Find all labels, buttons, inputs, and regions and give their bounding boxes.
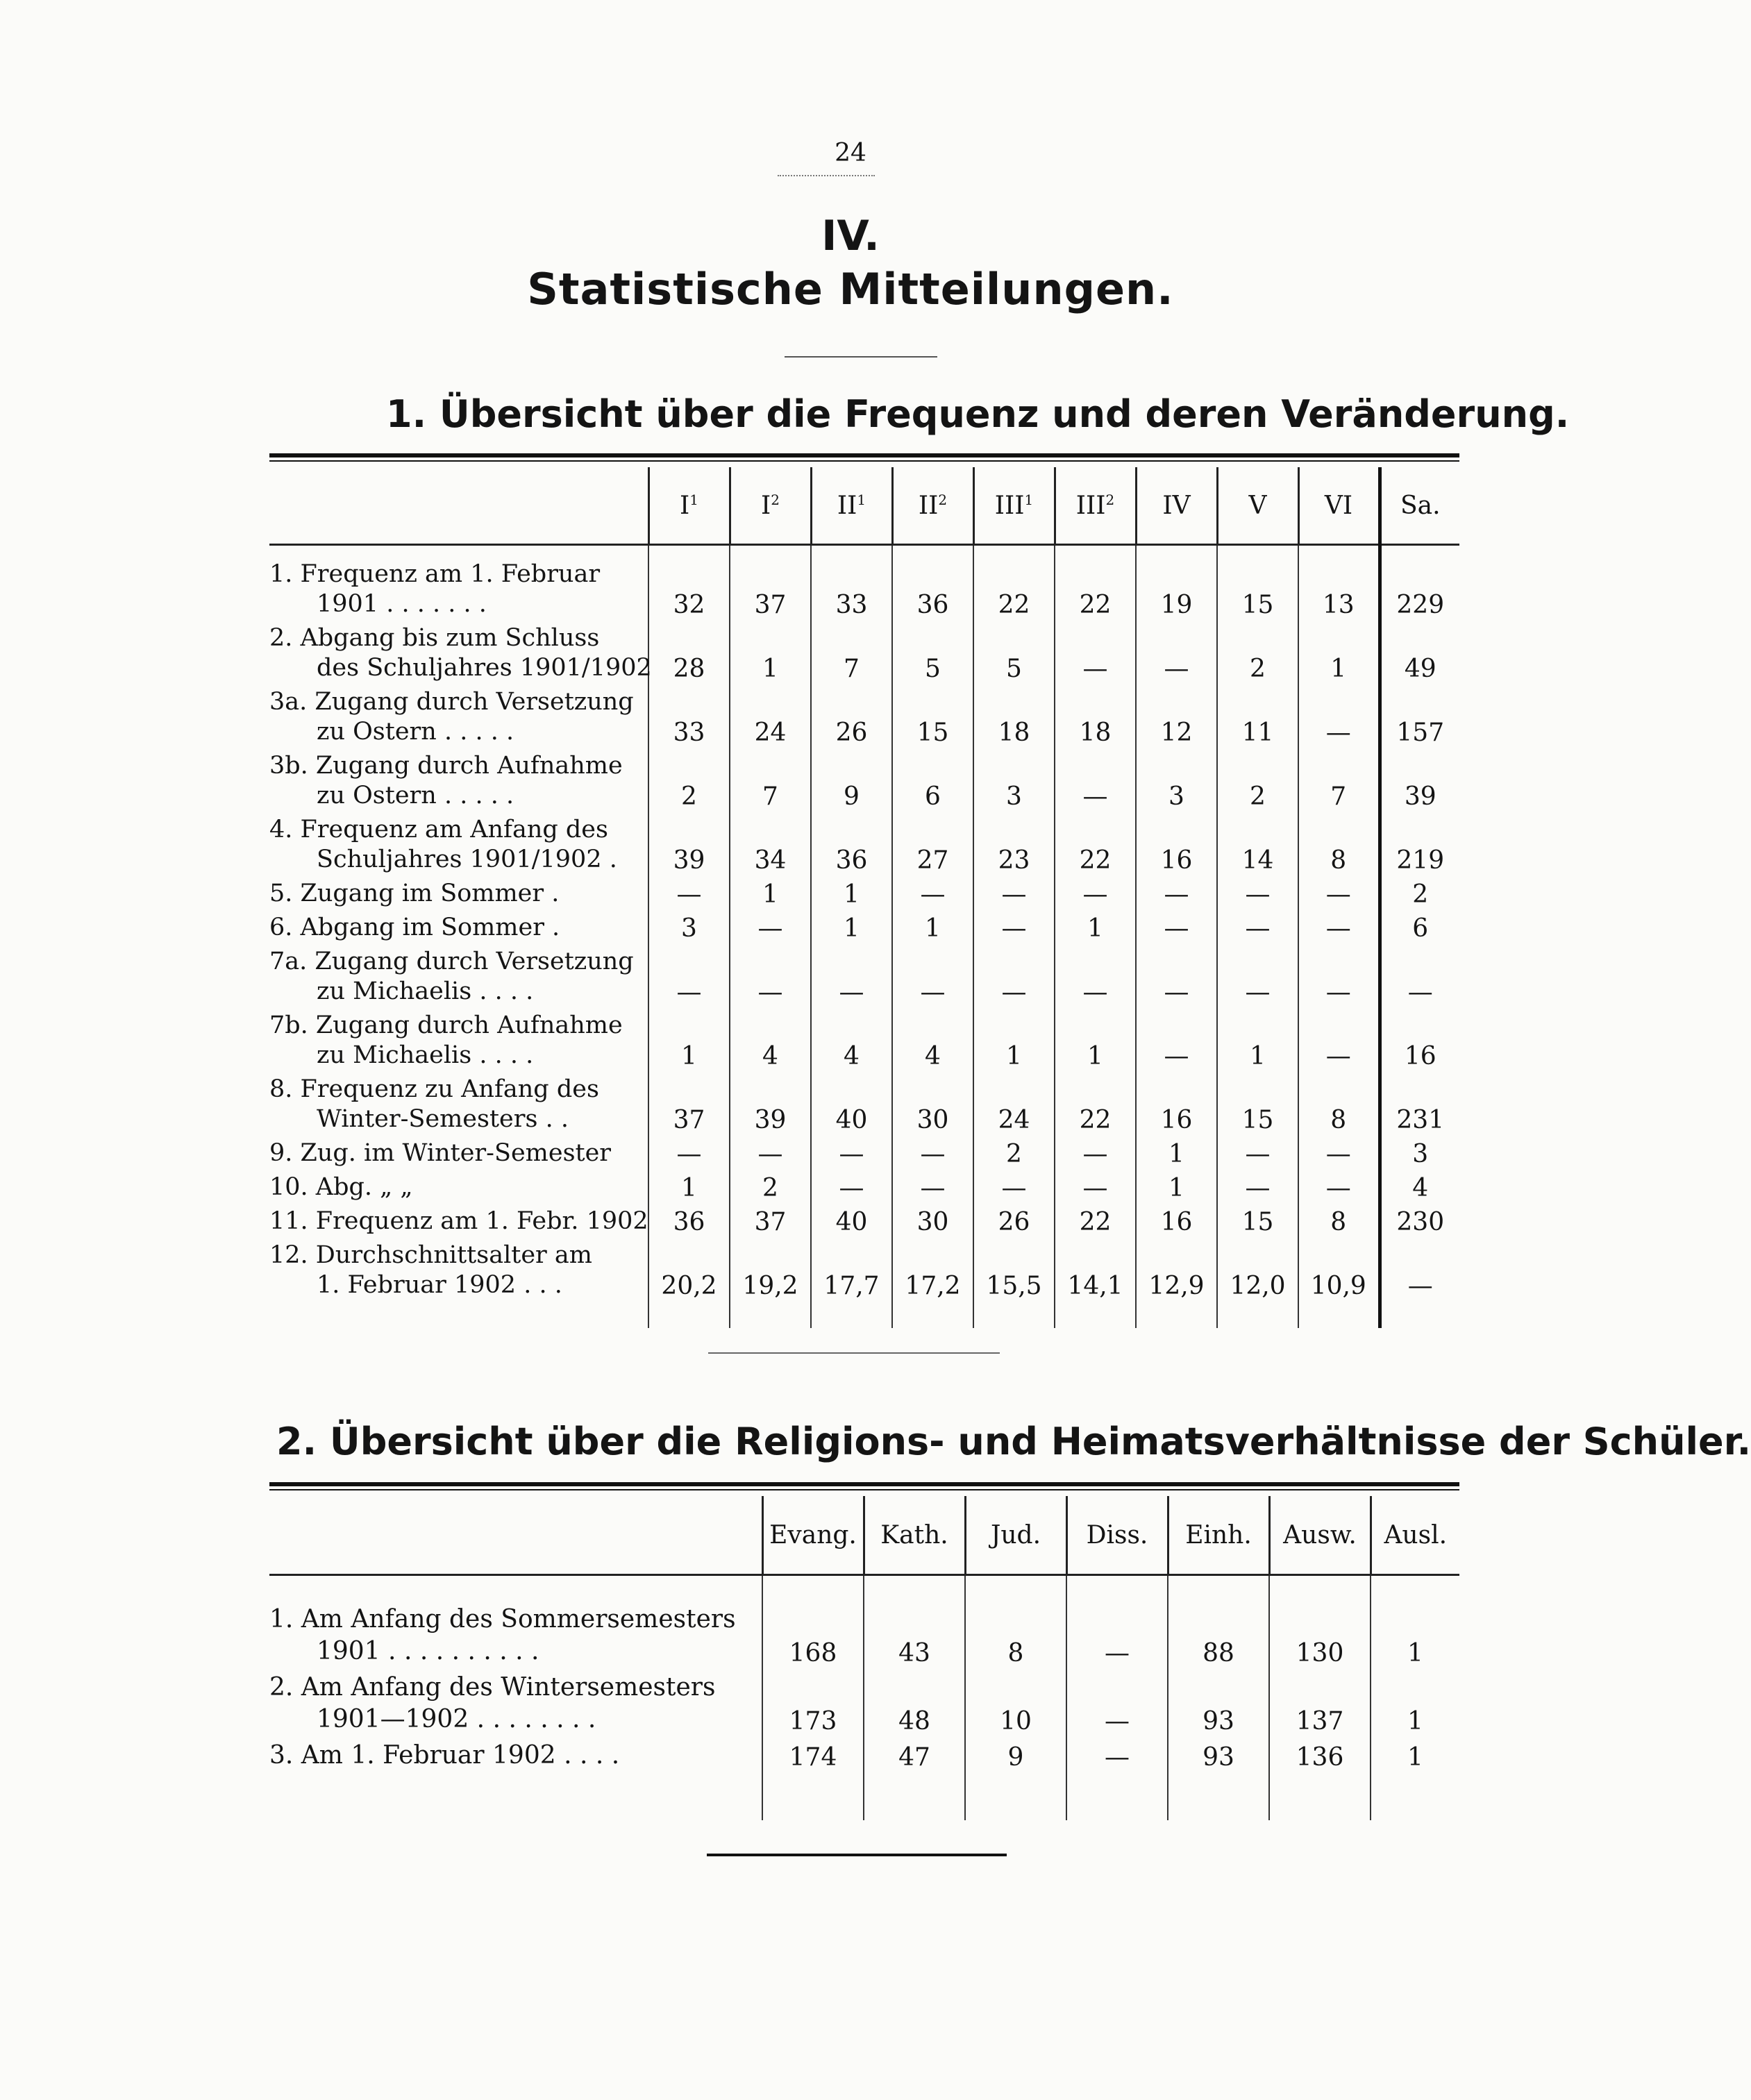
table-cell: 40: [811, 1207, 892, 1241]
table-cell: 9: [811, 751, 892, 815]
col-header-sup: 1: [1024, 491, 1034, 508]
table-cell: 2: [1217, 751, 1298, 815]
end-rule: [707, 1854, 1007, 1856]
table-cell: 6: [1380, 913, 1459, 947]
col-header-sup: 1: [689, 491, 698, 508]
table2-col-header: Evang.: [762, 1496, 864, 1575]
col-header-sup: 2: [771, 491, 780, 508]
table-cell: 8: [1298, 1207, 1380, 1241]
table-cell: 30: [892, 1075, 973, 1139]
col-header-base: I: [680, 491, 690, 520]
table-row: [269, 1740, 1459, 1820]
col-header-sup: 2: [1105, 491, 1115, 508]
table-cell: 3: [648, 913, 730, 947]
col-header-base: II: [837, 491, 857, 520]
table-cell: —: [811, 1139, 892, 1173]
table1-col-header: [730, 467, 811, 545]
table-cell: —: [1217, 947, 1298, 1011]
table-cell: 22: [1055, 1075, 1136, 1139]
table-cell: 33: [648, 687, 730, 751]
table-cell: —: [1055, 751, 1136, 815]
table-cell: 18: [1055, 687, 1136, 751]
row-label-line1: 8. Frequenz zu Anfang des: [269, 1075, 599, 1103]
table1-col-header: [811, 467, 892, 545]
table-cell: 88: [1168, 1575, 1269, 1672]
table-cell: —: [1298, 1011, 1380, 1075]
table-cell: —: [1055, 1139, 1136, 1173]
table-cell: 1: [1371, 1740, 1459, 1820]
section-title: Statistische Mitteilungen.: [527, 264, 1174, 314]
table-cell: 16: [1136, 1075, 1217, 1139]
table1-header-row: [269, 467, 1459, 545]
table-cell: 22: [1055, 545, 1136, 624]
table-cell: 19: [1136, 545, 1217, 624]
title-divider: [785, 356, 937, 358]
table2-corner: [269, 1496, 762, 1575]
table-cell: 30: [892, 1207, 973, 1241]
table2-heading: 2. Übersicht über die Religions- und Heimatsverhältnisse der Schüler.: [276, 1420, 1751, 1463]
table-cell: 19,2: [730, 1241, 811, 1328]
table-cell: 168: [762, 1575, 864, 1672]
table-cell: 14: [1217, 815, 1298, 879]
table-cell: —: [973, 1173, 1055, 1207]
table-cell: 229: [1380, 545, 1459, 624]
table-cell: —: [973, 879, 1055, 913]
table-row: [269, 623, 1459, 687]
table-cell: 15,5: [973, 1241, 1055, 1328]
row-label: [269, 1075, 648, 1139]
section-number: IV.: [821, 212, 880, 260]
table-cell: 3: [1380, 1139, 1459, 1173]
row-label: [269, 687, 648, 751]
row-label: [269, 1740, 762, 1820]
page-number: 24: [835, 139, 866, 167]
table-cell: —: [1298, 879, 1380, 913]
table-cell: 231: [1380, 1075, 1459, 1139]
row-label: [269, 815, 648, 879]
table-cell: 1: [1217, 1011, 1298, 1075]
row-label-line1: 12. Durchschnittsalter am: [269, 1241, 592, 1269]
table-cell: 5: [892, 623, 973, 687]
table-cell: 7: [1298, 751, 1380, 815]
table-cell: 1: [973, 1011, 1055, 1075]
table-cell: 24: [973, 1075, 1055, 1139]
table-cell: 1: [1136, 1173, 1217, 1207]
row-label-line2: Schuljahres 1901/1902 .: [317, 846, 617, 873]
col-header-base: III: [1075, 491, 1106, 520]
table1-col-header: [892, 467, 973, 545]
table-cell: —: [1136, 947, 1217, 1011]
page-number-dots: [778, 175, 875, 176]
table-cell: 12,9: [1136, 1241, 1217, 1328]
table-row: [269, 1241, 1459, 1328]
table-cell: 7: [730, 751, 811, 815]
table-cell: 15: [1217, 545, 1298, 624]
table-cell: 16: [1136, 815, 1217, 879]
table1-top-rule-thin: [269, 460, 1459, 462]
table-cell: 36: [648, 1207, 730, 1241]
row-label-line2: 1901 . . . . . . . . . .: [317, 1637, 539, 1665]
row-label: [269, 1139, 648, 1173]
table-cell: —: [1217, 879, 1298, 913]
row-label: [269, 1241, 648, 1328]
table1-col-header: [1136, 467, 1217, 545]
table-cell: 4: [811, 1011, 892, 1075]
table-row: [269, 687, 1459, 751]
table-cell: 8: [965, 1575, 1066, 1672]
table-cell: 43: [864, 1575, 965, 1672]
table-cell: —: [1136, 879, 1217, 913]
table2-top-rule-thin: [269, 1489, 1459, 1490]
table-cell: 3: [973, 751, 1055, 815]
table-cell: 1: [1298, 623, 1380, 687]
row-label-line1: 2. Am Anfang des Wintersemesters: [269, 1673, 716, 1702]
table-row: [269, 879, 1459, 913]
row-label-line2: des Schuljahres 1901/1902: [317, 654, 652, 682]
table-cell: 8: [1298, 1075, 1380, 1139]
table-cell: 48: [864, 1672, 965, 1740]
table-row: [269, 1075, 1459, 1139]
table-cell: 5: [973, 623, 1055, 687]
table-cell: 33: [811, 545, 892, 624]
table-cell: —: [892, 879, 973, 913]
table2-col-header: Jud.: [965, 1496, 1066, 1575]
table-cell: —: [892, 1139, 973, 1173]
table-cell: 1: [730, 879, 811, 913]
table-cell: —: [648, 947, 730, 1011]
row-label-line2: Winter-Semesters . .: [317, 1105, 569, 1133]
table-cell: —: [1217, 913, 1298, 947]
table-cell: 13: [1298, 545, 1380, 624]
row-label-line1: 10. Abg. „ „: [269, 1173, 413, 1201]
table2-col-header: Ausw.: [1269, 1496, 1371, 1575]
table-cell: 24: [730, 687, 811, 751]
table-cell: 4: [892, 1011, 973, 1075]
table-cell: —: [1066, 1672, 1168, 1740]
section-divider: [708, 1352, 1000, 1354]
table-row: [269, 947, 1459, 1011]
col-header-base: III: [994, 491, 1025, 520]
col-header-base: Sa.: [1400, 491, 1441, 520]
row-label-line1: 5. Zugang im Sommer .: [269, 880, 560, 907]
row-label-line1: 3b. Zugang durch Aufnahme: [269, 752, 623, 780]
col-header-sup: 1: [857, 491, 866, 508]
row-label: [269, 1011, 648, 1075]
table-cell: —: [973, 947, 1055, 1011]
col-header-base: II: [918, 491, 939, 520]
table-cell: 1: [811, 879, 892, 913]
col-header-base: IV: [1162, 491, 1191, 520]
table-cell: —: [1380, 947, 1459, 1011]
table-cell: —: [811, 947, 892, 1011]
row-label-line2: 1901 . . . . . . .: [317, 590, 487, 618]
table-cell: 16: [1380, 1011, 1459, 1075]
row-label: [269, 751, 648, 815]
table-cell: 40: [811, 1075, 892, 1139]
table-cell: 1: [648, 1011, 730, 1075]
col-header-base: VI: [1324, 491, 1353, 520]
table-cell: 37: [730, 545, 811, 624]
table-cell: 130: [1269, 1575, 1371, 1672]
table-cell: 219: [1380, 815, 1459, 879]
table-cell: 39: [648, 815, 730, 879]
table-cell: —: [648, 1139, 730, 1173]
table1-heading: 1. Übersicht über die Frequenz und deren Veränderung.: [386, 392, 1570, 436]
table-cell: —: [730, 1139, 811, 1173]
table-row: [269, 1139, 1459, 1173]
table-cell: —: [1066, 1740, 1168, 1820]
table2-col-header: Kath.: [864, 1496, 965, 1575]
table-cell: —: [1055, 1173, 1136, 1207]
table-cell: 23: [973, 815, 1055, 879]
table-row: [269, 545, 1459, 624]
table-cell: 1: [1055, 913, 1136, 947]
table-cell: —: [892, 1173, 973, 1207]
table-cell: 26: [811, 687, 892, 751]
table-cell: 2: [648, 751, 730, 815]
table1-top-rule-thick: [269, 453, 1459, 457]
row-label: [269, 1672, 762, 1740]
table-cell: 39: [1380, 751, 1459, 815]
row-label-line1: 3. Am 1. Februar 1902 . . . .: [269, 1741, 620, 1770]
table1-col-header: [648, 467, 730, 545]
table-cell: —: [730, 913, 811, 947]
row-label: [269, 947, 648, 1011]
table-cell: —: [648, 879, 730, 913]
table-cell: 1: [1371, 1672, 1459, 1740]
table-cell: —: [730, 947, 811, 1011]
table-cell: 18: [973, 687, 1055, 751]
table-cell: —: [1298, 913, 1380, 947]
table-cell: 32: [648, 545, 730, 624]
table-cell: 36: [892, 545, 973, 624]
table-cell: 27: [892, 815, 973, 879]
table-cell: 22: [1055, 815, 1136, 879]
table-cell: 37: [648, 1075, 730, 1139]
table-row: [269, 1207, 1459, 1241]
table-cell: 47: [864, 1740, 965, 1820]
table-cell: 10,9: [1298, 1241, 1380, 1328]
table-cell: 22: [1055, 1207, 1136, 1241]
row-label-line1: 9. Zug. im Winter-Semester: [269, 1139, 612, 1167]
table-cell: 1: [1371, 1575, 1459, 1672]
table-cell: 1: [892, 913, 973, 947]
row-label-line2: zu Michaelis . . . .: [317, 977, 534, 1005]
row-label-line1: 7b. Zugang durch Aufnahme: [269, 1011, 623, 1039]
table-cell: 10: [965, 1672, 1066, 1740]
table-cell: —: [1136, 623, 1217, 687]
table1-corner: [269, 467, 648, 545]
table-cell: 6: [892, 751, 973, 815]
row-label: [269, 623, 652, 687]
table-cell: —: [1298, 1139, 1380, 1173]
row-label-line2: 1901—1902 . . . . . . . .: [317, 1705, 596, 1733]
row-label: [269, 545, 648, 624]
table-cell: —: [811, 1173, 892, 1207]
table-cell: 2: [730, 1173, 811, 1207]
table-row: [269, 1672, 1459, 1740]
table-cell: —: [1217, 1139, 1298, 1173]
table-cell: 14,1: [1055, 1241, 1136, 1328]
row-label-line1: 6. Abgang im Sommer .: [269, 914, 560, 941]
table-cell: 34: [730, 815, 811, 879]
table-cell: —: [1055, 879, 1136, 913]
table-cell: 1: [811, 913, 892, 947]
row-label: [269, 1575, 762, 1672]
table-cell: 3: [1136, 751, 1217, 815]
table-cell: —: [1136, 913, 1217, 947]
row-label-line1: 3a. Zugang durch Versetzung: [269, 688, 634, 716]
table-row: [269, 1011, 1459, 1075]
table-cell: 20,2: [648, 1241, 730, 1328]
table-cell: —: [1298, 687, 1380, 751]
table-cell: 15: [1217, 1075, 1298, 1139]
table-cell: 9: [965, 1740, 1066, 1820]
table2-top-rule-thick: [269, 1482, 1459, 1486]
table-cell: 93: [1168, 1672, 1269, 1740]
table-cell: 15: [892, 687, 973, 751]
row-label-line1: 2. Abgang bis zum Schluss: [269, 624, 600, 652]
table-cell: 2: [973, 1139, 1055, 1173]
table-cell: 4: [730, 1011, 811, 1075]
table-cell: 137: [1269, 1672, 1371, 1740]
row-label-line1: 1. Am Anfang des Sommersemesters: [269, 1605, 736, 1633]
table-cell: —: [1066, 1575, 1168, 1672]
table-cell: 16: [1136, 1207, 1217, 1241]
row-label-line2: zu Ostern . . . . .: [317, 782, 514, 809]
table-cell: 12,0: [1217, 1241, 1298, 1328]
table1-col-header: [1217, 467, 1298, 545]
table-cell: 2: [1380, 879, 1459, 913]
table-cell: 8: [1298, 815, 1380, 879]
table-cell: 37: [730, 1207, 811, 1241]
table-cell: 1: [648, 1173, 730, 1207]
table-cell: 11: [1217, 687, 1298, 751]
table-cell: 49: [1380, 623, 1459, 687]
row-label-line1: 4. Frequenz am Anfang des: [269, 816, 608, 843]
row-label: [269, 1173, 648, 1207]
table1-col-header: [1298, 467, 1380, 545]
row-label: [269, 1207, 648, 1241]
table-row: [269, 1173, 1459, 1207]
table-cell: 17,7: [811, 1241, 892, 1328]
col-header-sup: 2: [938, 491, 948, 508]
table-cell: —: [1055, 947, 1136, 1011]
frequency-table: [269, 467, 1459, 1328]
table-cell: 157: [1380, 687, 1459, 751]
table-cell: —: [1136, 1011, 1217, 1075]
table2-col-header: Ausl.: [1371, 1496, 1459, 1575]
table-row: [269, 1575, 1459, 1672]
table-cell: 173: [762, 1672, 864, 1740]
table-row: [269, 751, 1459, 815]
row-label-line1: 11. Frequenz am 1. Febr. 1902: [269, 1207, 648, 1235]
table-cell: 28: [648, 623, 730, 687]
table-cell: 1: [1055, 1011, 1136, 1075]
table-cell: 93: [1168, 1740, 1269, 1820]
table-cell: —: [1380, 1241, 1459, 1328]
row-label-line1: 7a. Zugang durch Versetzung: [269, 948, 634, 975]
table-row: [269, 815, 1459, 879]
table1-col-header: [1380, 467, 1459, 545]
table-row: [269, 913, 1459, 947]
table-cell: 26: [973, 1207, 1055, 1241]
row-label: [269, 913, 648, 947]
table-cell: 39: [730, 1075, 811, 1139]
table-cell: 1: [730, 623, 811, 687]
table-cell: 4: [1380, 1173, 1459, 1207]
table-cell: 22: [973, 545, 1055, 624]
table-cell: 15: [1217, 1207, 1298, 1241]
table2-col-header: Diss.: [1066, 1496, 1168, 1575]
table-cell: —: [1055, 623, 1136, 687]
row-label-line2: 1. Februar 1902 . . .: [317, 1271, 562, 1299]
row-label-line2: zu Michaelis . . . .: [317, 1041, 534, 1069]
table2-col-header: Einh.: [1168, 1496, 1269, 1575]
table2-header-row: [269, 1496, 1459, 1575]
table1-col-header: [973, 467, 1055, 545]
col-header-base: I: [761, 491, 771, 520]
table-cell: 1: [1136, 1139, 1217, 1173]
table-cell: 136: [1269, 1740, 1371, 1820]
col-header-base: V: [1248, 491, 1267, 520]
table1-col-header: [1055, 467, 1136, 545]
row-label-line2: zu Ostern . . . . .: [317, 718, 514, 746]
table-cell: 36: [811, 815, 892, 879]
religion-table: [269, 1496, 1459, 1820]
table-cell: 12: [1136, 687, 1217, 751]
table-cell: 7: [811, 623, 892, 687]
row-label: [269, 879, 648, 913]
table-cell: 174: [762, 1740, 864, 1820]
table-cell: —: [1298, 947, 1380, 1011]
table-cell: 2: [1217, 623, 1298, 687]
table-cell: —: [1298, 1173, 1380, 1207]
table-cell: 230: [1380, 1207, 1459, 1241]
table-cell: —: [1217, 1173, 1298, 1207]
table-cell: —: [973, 913, 1055, 947]
table-cell: —: [892, 947, 973, 1011]
table-cell: 17,2: [892, 1241, 973, 1328]
row-label-line1: 1. Frequenz am 1. Februar: [269, 560, 601, 588]
